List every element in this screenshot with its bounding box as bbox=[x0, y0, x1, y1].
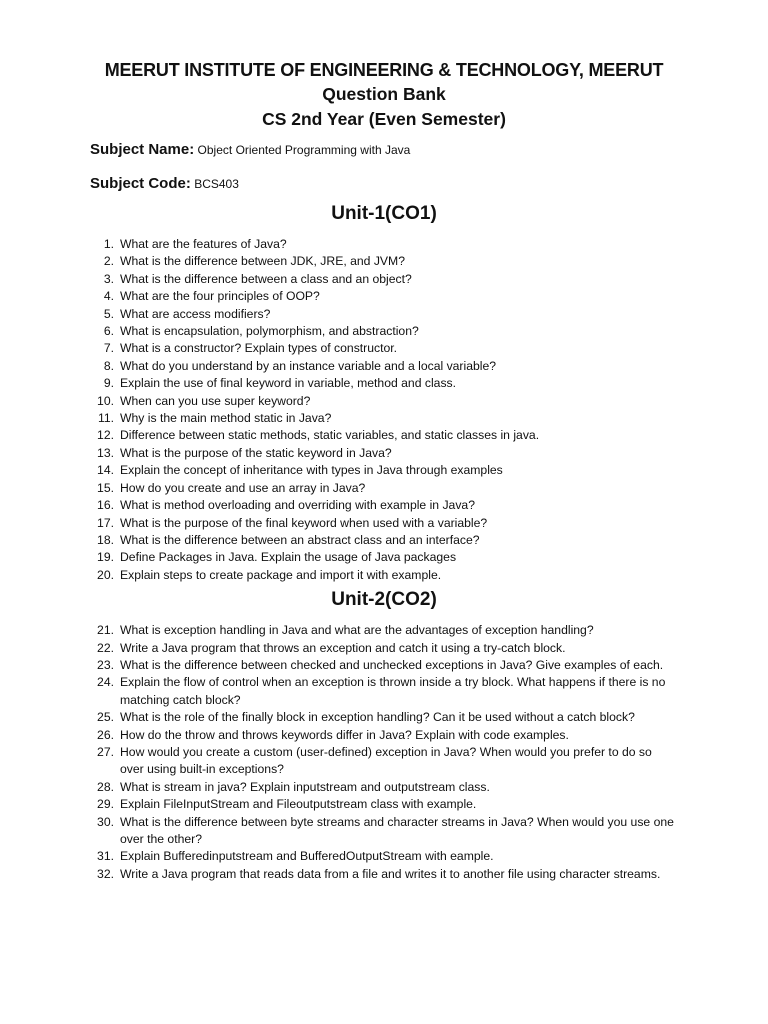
course-year: CS 2nd Year (Even Semester) bbox=[262, 109, 506, 129]
question-text: What is a constructor? Explain types of constructor. bbox=[120, 341, 398, 356]
subject-code-row bbox=[90, 176, 678, 192]
question-item bbox=[90, 515, 678, 532]
question-number: 12. bbox=[97, 428, 114, 443]
unit-1-heading: Unit-1(CO1) bbox=[331, 203, 437, 224]
question-number: 24. bbox=[97, 675, 114, 690]
question-text: What is the difference between a class and an object? bbox=[120, 271, 412, 286]
question-item bbox=[90, 622, 678, 639]
question-number: 32. bbox=[97, 866, 114, 881]
question-text: Write a Java program that throws an exception and catch it using a try-catch block. bbox=[120, 640, 566, 655]
question-item bbox=[90, 866, 678, 883]
question-item bbox=[90, 358, 678, 375]
question-text: Define Packages in Java. Explain the usage of Java packages bbox=[120, 550, 457, 565]
subject-code-value: BCS403 bbox=[194, 177, 239, 191]
question-text: How do you create and use an array in Java? bbox=[120, 480, 366, 495]
question-number: 16. bbox=[97, 498, 114, 513]
question-item bbox=[90, 497, 678, 514]
question-item bbox=[90, 445, 678, 462]
question-number: 31. bbox=[97, 849, 114, 864]
question-item bbox=[90, 567, 678, 584]
question-text: What do you understand by an instance variable and a local variable? bbox=[120, 358, 497, 373]
question-item bbox=[90, 410, 678, 427]
question-item bbox=[90, 253, 678, 270]
question-text: What is stream in java? Explain inputstream and outputstream class. bbox=[120, 779, 490, 794]
question-item bbox=[90, 393, 678, 410]
question-item bbox=[90, 640, 678, 657]
question-item bbox=[90, 340, 678, 357]
unit-2-heading: Unit-2(CO2) bbox=[331, 589, 437, 611]
question-item bbox=[90, 657, 678, 674]
question-number: 26. bbox=[97, 727, 114, 742]
subject-name-row bbox=[90, 142, 678, 158]
subject-name-label: Subject Name: bbox=[90, 141, 195, 158]
question-item bbox=[90, 323, 678, 340]
question-text: Difference between static methods, static variables, and static classes in java. bbox=[120, 428, 540, 443]
question-text: When can you use super keyword? bbox=[120, 393, 311, 408]
question-item bbox=[90, 779, 678, 796]
question-item bbox=[90, 532, 678, 549]
question-item bbox=[90, 375, 678, 392]
question-item bbox=[90, 727, 678, 744]
question-number: 29. bbox=[97, 797, 114, 812]
question-text: What is exception handling in Java and what are the advantages of exception handling? bbox=[120, 623, 594, 638]
question-text: What is the difference between JDK, JRE, and JVM? bbox=[120, 254, 405, 269]
question-item bbox=[90, 549, 678, 566]
question-text: Explain FileInputStream and Fileoutputstream class with example. bbox=[120, 797, 477, 812]
document-type: Question Bank bbox=[322, 84, 446, 104]
question-item bbox=[90, 462, 678, 479]
question-number: 27. bbox=[97, 744, 114, 759]
question-item bbox=[90, 288, 678, 305]
question-number: 25. bbox=[97, 710, 114, 725]
question-item bbox=[90, 480, 678, 497]
question-number: 9. bbox=[103, 376, 114, 391]
question-number: 4. bbox=[103, 289, 114, 304]
question-text: Write a Java program that reads data from a file and writes it to another file using character streams. bbox=[120, 866, 661, 881]
question-number: 10. bbox=[97, 393, 114, 408]
question-item bbox=[90, 306, 678, 323]
question-number: 5. bbox=[103, 306, 114, 321]
question-item bbox=[90, 674, 678, 709]
question-text: Why is the main method static in Java? bbox=[120, 411, 332, 426]
question-item bbox=[90, 796, 678, 813]
question-text: What is the purpose of the final keyword when used with a variable? bbox=[120, 515, 488, 530]
question-item bbox=[90, 709, 678, 726]
question-text: What is the role of the finally block in exception handling? Can it be used without a catch block? bbox=[120, 710, 635, 725]
question-item bbox=[90, 236, 678, 253]
question-text: How would you create a custom (user-defined) exception in Java? When would you prefer to do so over using built-in exceptions? bbox=[120, 744, 652, 777]
question-text: How do the throw and throws keywords differ in Java? Explain with code examples. bbox=[120, 727, 569, 742]
question-text: Explain the flow of control when an exception is thrown inside a try block. What happens if there is no matching catch block? bbox=[120, 675, 666, 707]
question-text: Explain the use of final keyword in variable, method and class. bbox=[120, 376, 457, 391]
question-text: Explain steps to create package and import it with example. bbox=[120, 567, 442, 582]
unit-2-question-list bbox=[90, 622, 678, 883]
question-number: 30. bbox=[97, 814, 114, 829]
question-number: 22. bbox=[97, 640, 114, 655]
question-number: 20. bbox=[97, 567, 114, 582]
question-number: 18. bbox=[97, 532, 114, 547]
question-number: 8. bbox=[103, 358, 114, 373]
subject-code-label: Subject Code: bbox=[90, 175, 191, 192]
question-number: 19. bbox=[97, 550, 114, 565]
question-text: What is the difference between an abstract class and an interface? bbox=[120, 532, 480, 547]
question-text: What is the difference between byte streams and character streams in Java? When would you use one over the other? bbox=[120, 814, 674, 846]
question-number: 14. bbox=[97, 463, 114, 478]
question-text: What are access modifiers? bbox=[120, 306, 271, 321]
question-item bbox=[90, 271, 678, 288]
unit-1-question-list bbox=[90, 236, 678, 584]
question-text: What are the four principles of OOP? bbox=[120, 289, 320, 304]
question-text: Explain the concept of inheritance with types in Java through examples bbox=[120, 463, 503, 478]
question-number: 21. bbox=[97, 623, 114, 638]
question-number: 1. bbox=[103, 237, 114, 251]
question-number: 23. bbox=[97, 657, 114, 672]
question-number: 7. bbox=[103, 341, 114, 356]
question-item bbox=[90, 744, 678, 779]
subject-name-value: Object Oriented Programming with Java bbox=[197, 143, 411, 157]
question-number: 11. bbox=[97, 411, 114, 426]
question-text: What is the difference between checked and unchecked exceptions in Java? Give examples of each. bbox=[120, 657, 664, 672]
question-item bbox=[90, 814, 678, 849]
question-text: Explain Bufferedinputstream and BufferedOutputStream with eample. bbox=[120, 849, 494, 864]
question-text: What is the purpose of the static keyword in Java? bbox=[120, 445, 392, 460]
question-number: 2. bbox=[103, 254, 114, 269]
question-number: 28. bbox=[97, 779, 114, 794]
question-number: 3. bbox=[103, 271, 114, 286]
question-number: 6. bbox=[103, 324, 114, 339]
question-text: What is method overloading and overriding with example in Java? bbox=[120, 498, 475, 513]
question-item bbox=[90, 848, 678, 865]
question-number: 17. bbox=[97, 515, 114, 530]
question-number: 15. bbox=[97, 480, 114, 495]
institute-name: MEERUT INSTITUTE OF ENGINEERING & TECHNOLOGY, MEERUT bbox=[104, 60, 664, 80]
question-item bbox=[90, 427, 678, 444]
question-text: What is encapsulation, polymorphism, and abstraction? bbox=[120, 324, 419, 339]
question-text: What are the features of Java? bbox=[120, 237, 287, 251]
question-number: 13. bbox=[97, 445, 114, 460]
